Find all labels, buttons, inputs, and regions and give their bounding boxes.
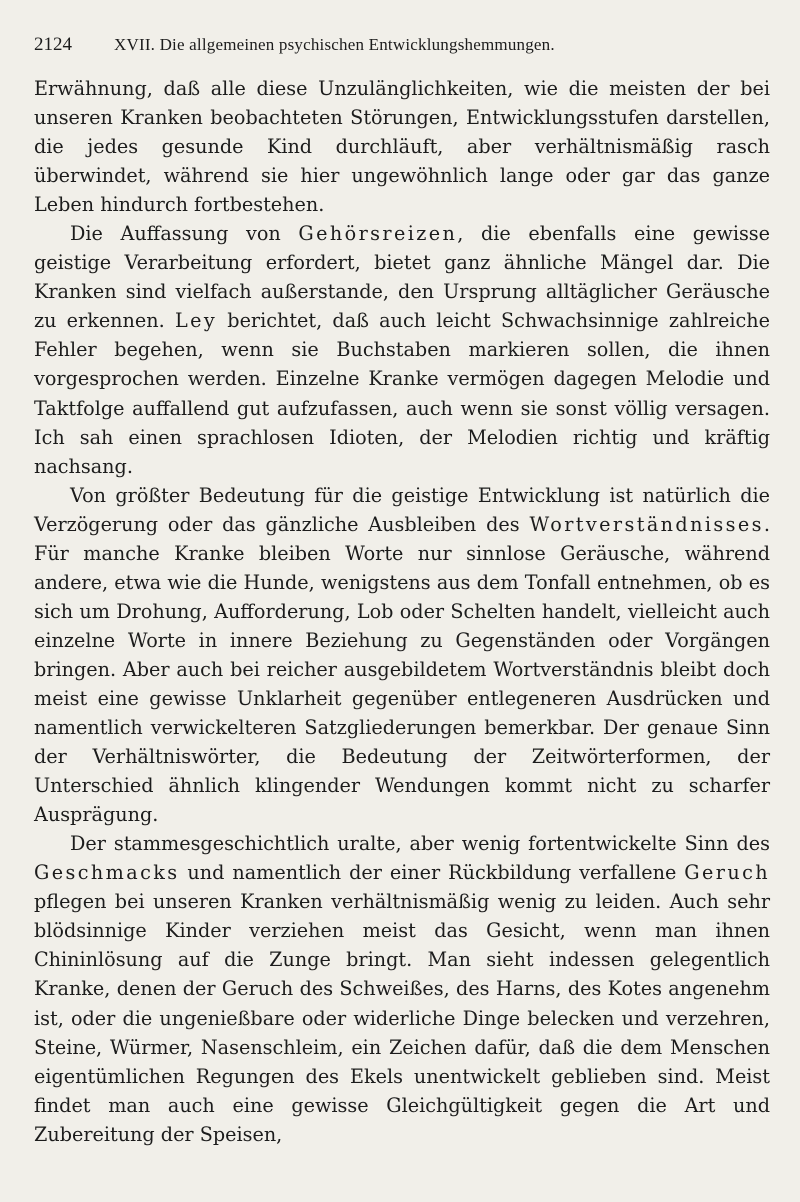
author-name: Ley xyxy=(174,309,218,333)
running-title: XVII. Die allgemeinen psychischen Entwicklungshemmungen. xyxy=(114,35,555,54)
text-run: Von größter Bedeutung für die geistige Entwicklung ist natürlich die Verzögerung oder das gänzliche Ausbleiben des xyxy=(34,483,770,536)
text-run: . Für manche Kranke bleiben Worte nur sinnlose Geräusche, während andere, etwa wie die Hunde, wenigstens aus dem Tonfall entnehmen, ob es sich um Drohung, Aufforderung, Lob oder Schelten handelt, vielleicht auch einzelne Worte in innere Beziehung zu Gegenständen oder Vorgängen bringen. Aber auch bei reicher ausgebildetem Wortverständnis bleibt doch meist eine gewisse Unklarheit gegenüber entlegeneren Ausdrücken und namentlich verwickelteren Satzgliederungen bemerkbar. Der genaue Sinn der Verhältniswörter, die Bedeutung der Zeitwörterformen, der Unterschied ähnlich klingender Wendungen kommt nicht zu scharfer Ausprägung. xyxy=(34,512,770,827)
spaced-term: Wortverständnisses xyxy=(529,512,764,536)
paragraph-1 xyxy=(34,74,770,219)
text-run: Erwähnung, daß alle diese Unzulänglichkeiten, wie die meisten der bei unseren Kranken beobachteten Störungen, Entwicklungsstufen darstellen, die jedes gesunde Kind durchläuft, aber verhältnismäßig rasch überwindet, während sie hier ungewöhnlich lange oder gar das ganze Leben hindurch fortbestehen. xyxy=(34,77,770,217)
spaced-term: Geruch xyxy=(684,861,770,885)
page-number: 2124 xyxy=(34,34,72,55)
spaced-term: Geschmacks xyxy=(34,861,180,885)
paragraph-4 xyxy=(34,829,770,1149)
text-run: pflegen bei unseren Kranken verhältnismäßig wenig zu leiden. Auch sehr blödsinnige Kinder verziehen meist das Gesicht, wenn man ihnen Chininlösung auf die Zunge bringt. Man sieht indessen gelegentlich Kranke, denen der Geruch des Schweißes, des Harns, des Kotes angenehm ist, oder die ungenießbare oder widerliche Dinge belecken und verzehren, Steine, Würmer, Nasenschleim, ein Zeichen dafür, daß die dem Menschen eigentümlichen Regungen des Ekels unentwickelt geblieben sind. Meist findet man auch eine gewisse Gleichgültigkeit gegen die Art und Zubereitung der Speisen, xyxy=(34,890,770,1146)
text-run: Die Auffassung von xyxy=(70,222,299,246)
running-header xyxy=(34,34,770,74)
paragraph-3 xyxy=(34,481,770,830)
paragraph-2 xyxy=(34,219,770,480)
spaced-term: Gehörsreizen xyxy=(298,222,458,246)
text-run: berichtet, daß auch leicht Schwachsinnige zahlreiche Fehler begehen, wenn sie Buchstaben markieren sollen, die ihnen vorgesprochen werden. Einzelne Kranke vermögen dagegen Melodie und Taktfolge auffallend gut aufzufassen, auch wenn sie sonst völlig versagen. Ich sah einen sprachlosen Idioten, der Melodien richtig und kräftig nachsang. xyxy=(34,309,771,478)
text-run: Der stammesgeschichtlich uralte, aber wenig fortentwickelte Sinn des xyxy=(70,832,770,856)
body-text xyxy=(34,74,770,1149)
text-run: , die ebenfalls eine gewisse geistige Verarbeitung erfordert, bietet ganz ähnliche Mängel dar. Die Kranken sind vielfach außerstande, den Ursprung alltäglicher Geräusche zu erkennen. xyxy=(34,222,771,333)
text-run: und namentlich der einer Rückbildung verfallene xyxy=(179,861,685,885)
